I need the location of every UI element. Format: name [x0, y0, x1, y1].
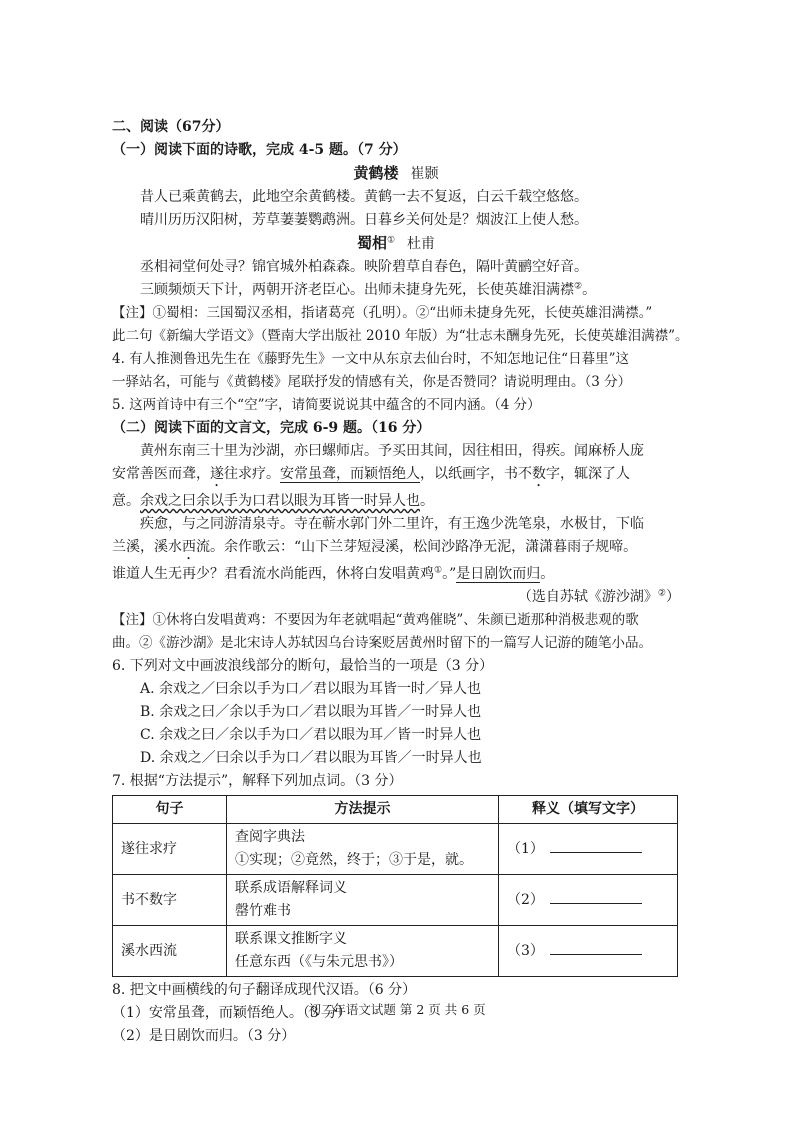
prose-p1-line2	[112, 463, 680, 490]
exam-page	[112, 116, 689, 1048]
answer-number: （2）	[507, 891, 544, 908]
table-row	[113, 926, 678, 977]
poem1-line1: 昔人已乘黄鹤去，此地空余黄鹤楼。黄鹤一去不复返，白云千载空悠悠。	[140, 189, 588, 205]
poem2-line2-note: ②	[574, 281, 583, 292]
prose-text: 谁道人生无再少？君看流水尚能西，休将白发唱黄鸡	[112, 566, 434, 582]
dotted-word: 遂	[210, 466, 224, 482]
question-6: 6. 下列对文中画波浪线部分的断句，最恰当的一项是（3 分）	[112, 658, 494, 674]
table-row	[113, 875, 678, 926]
dotted-word: 西	[182, 539, 196, 555]
prose-p1-line3	[112, 490, 680, 513]
answer-blank[interactable]	[550, 942, 642, 955]
poem2-line2-text: 三顾频烦天下计，两朝开济老臣心。出师未捷身先死，长使英雄泪满襟	[140, 282, 574, 298]
source-end: ）	[666, 589, 680, 605]
prose-text: 流。余作歌云：“山下兰芽短浸溪，松间沙路净无泥，潇潇暮雨子规啼。	[196, 539, 638, 555]
table-header: 释义（填写文字）	[499, 796, 678, 824]
note2-line1: 【注】①休将白发唱黄鸡：不要因为年老就唱起“黄鸡催晓”、朱颜已逝那种消极悲观的歌	[112, 612, 639, 628]
prose-text: 往求疗。	[224, 466, 280, 482]
page-footer: 初二年语文试题 第 2 页 共 6 页	[308, 1002, 486, 1017]
prose-source	[112, 586, 680, 609]
prose-p1-line1: 黄州东南三十里为沙湖，亦曰螺师店。予买田其间，因往相田，得疾。闻麻桥人庞	[140, 443, 644, 459]
answer-cell	[499, 824, 678, 875]
prose-text: 字，辄深了人	[546, 466, 630, 482]
sentence-cell: 遂往求疗	[113, 824, 227, 875]
poem2-line2-end: 。	[582, 282, 597, 298]
answer-blank[interactable]	[550, 891, 642, 904]
prose-p2-line2	[112, 536, 680, 563]
footnote-mark: ②	[657, 588, 666, 599]
method-cell	[227, 926, 499, 977]
question-7: 7. 根据“方法提示”，解释下列加点词。（3 分）	[112, 773, 403, 789]
source-text: （选自苏轼《游沙湖》	[517, 589, 658, 605]
q6-option-b: B. 余戏之曰／余以手为口／君以眼为耳皆／一时异人也	[140, 704, 482, 720]
part2-heading: （二）阅读下面的文言文，完成 6-9 题。（16 分）	[112, 420, 431, 436]
table-header: 句子	[113, 796, 227, 824]
note1-line1: 【注】①蜀相：三国蜀汉丞相，指诸葛亮（孔明）。②“出师未捷身先死，长使英雄泪满襟。”	[112, 305, 653, 321]
prose-p2-line3	[112, 563, 680, 586]
answer-cell	[499, 875, 678, 926]
note2-line2: 曲。②《游沙湖》是北宋诗人苏轼因乌台诗案贬居黄州时留下的一篇写人记游的随笔小品。	[112, 635, 652, 651]
table-row	[113, 824, 678, 875]
method-cell	[227, 824, 499, 875]
method-detail: 罄竹难书	[235, 903, 291, 919]
method-name: 联系成语解释词义	[235, 880, 347, 896]
method-table	[112, 795, 678, 977]
wavy-underlined-sentence: 余戏之曰余以手为口君以眼为耳皆一时异人也	[140, 493, 420, 509]
method-name: 联系课文推断字义	[235, 931, 347, 947]
underlined-sentence: 是日剧饮而归	[456, 566, 541, 582]
poem2-title-note: ①	[386, 235, 396, 246]
answer-blank[interactable]	[550, 840, 642, 853]
question-5: 5. 这两首诗中有三个“空”字，请简要说说其中蕴含的不同内涵。（4 分）	[112, 397, 541, 413]
table-header-row	[113, 796, 678, 824]
prose-text: 。	[420, 493, 434, 509]
poem1-title-line	[112, 162, 680, 186]
q6-option-d: D. 余戏之／曰余以手为口／君以眼为耳皆／一时异人也	[140, 750, 482, 766]
prose-text: 。	[540, 566, 555, 582]
poem2-line2	[112, 279, 680, 302]
prose-text: 兰溪，溪水	[112, 539, 182, 555]
poem2-author: 杜甫	[407, 236, 436, 252]
note1-line2: 此二句《新编大学语文》（暨南大学出版社 2010 年版）为“壮志未酬身先死，长使英雄泪满襟”。	[112, 328, 689, 344]
method-name: 查阅字典法	[235, 829, 305, 845]
prose-text: 安常善医而聋，	[112, 466, 210, 482]
method-detail: 任意东西（《与朱元思书》）	[235, 954, 403, 970]
poem1-title: 黄鹤楼	[353, 164, 399, 182]
sentence-cell: 溪水西流	[113, 926, 227, 977]
answer-cell	[499, 926, 678, 977]
question-4-line1: 4. 有人推测鲁迅先生在《藤野先生》一文中从东京去仙台时，不知怎地记住“日暮里”这	[112, 351, 629, 367]
question-4-line2: 一驿站名，可能与《黄鹤楼》尾联抒发的情感有关，你是否赞同？请说明理由。（3 分）	[112, 374, 632, 390]
prose-text: ，以纸画字，书不	[420, 466, 532, 482]
question-8: 8. 把文中画横线的句子翻译成现代汉语。（6 分）	[112, 982, 417, 998]
method-detail: ①实现；②竟然，终于；③于是，就。	[235, 852, 473, 868]
question-8-1: （1）安常虽聋，而颖悟绝人。（3 分）	[112, 1005, 352, 1021]
q6-option-a: A. 余戏之／曰余以手为口／君以眼为耳皆一时／异人也	[140, 681, 482, 697]
q6-option-c: C. 余戏之曰／余以手为口／君以眼为耳／皆一时异人也	[140, 727, 482, 743]
prose-text: 意。	[112, 493, 140, 509]
underlined-sentence: 安常虽聋，而颖悟绝人	[280, 466, 420, 482]
poem2-title: 蜀相	[356, 234, 387, 252]
poem2-title-line	[112, 232, 680, 256]
method-cell	[227, 875, 499, 926]
poem1-line2: 晴川历历汉阳树，芳草萋萋鹦鹉洲。日暮乡关何处是？烟波江上使人愁。	[140, 212, 588, 228]
answer-number: （3）	[507, 942, 544, 959]
footnote-mark: ①	[434, 565, 443, 576]
sentence-cell: 书不数字	[113, 875, 227, 926]
dotted-word: 数	[532, 466, 546, 482]
prose-text: 。”	[442, 566, 457, 582]
section-heading: 二、阅读（67分）	[112, 119, 230, 135]
part1-heading: （一）阅读下面的诗歌，完成 4-5 题。（7 分）	[112, 142, 407, 158]
table-header: 方法提示	[227, 796, 499, 824]
poem1-author: 崔颢	[410, 166, 439, 182]
question-8-2: （2）是日剧饮而归。（3 分）	[112, 1028, 296, 1044]
poem2-line1: 丞相祠堂何处寻？锦官城外柏森森。映阶碧草自春色，隔叶黄鹂空好音。	[140, 259, 588, 275]
answer-number: （1）	[507, 840, 544, 857]
prose-p2-line1: 疾愈，与之同游清泉寺。寺在蕲水郭门外二里许，有王逸少洗笔泉，水极甘，下临	[140, 516, 644, 532]
